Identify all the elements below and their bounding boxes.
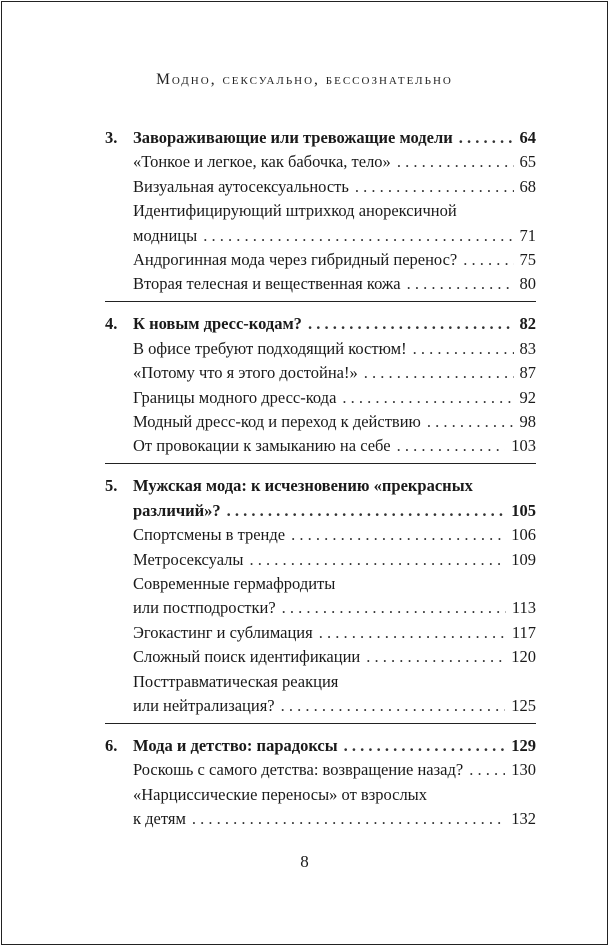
dot-leader [463, 248, 513, 272]
dot-leader [291, 523, 505, 547]
toc-entry [133, 150, 536, 174]
toc-entry [133, 175, 536, 199]
entry-text: Мужская мода: к исчезновению «прекрасных [133, 476, 473, 496]
entry-title: Визуальная аутосексуальность [133, 176, 349, 196]
chapter-number: 3. [105, 128, 118, 147]
entry-page-number: 64 [519, 128, 536, 147]
chapter-title-line [133, 474, 536, 498]
entry-page-number: 71 [519, 225, 536, 245]
entry-title-line [133, 670, 536, 694]
running-head: Модно, сексуально, бессознательно [156, 71, 453, 88]
chapter-divider [105, 723, 536, 724]
entry-page-number: 75 [519, 250, 536, 269]
dot-leader [364, 361, 514, 385]
entry-text: Посттравматическая реакция [133, 671, 339, 691]
chapter-title: Завораживающие или тревожащие модели [133, 128, 453, 147]
entry-page-number: 65 [519, 152, 536, 172]
entry-page-number: 113 [511, 598, 536, 618]
dot-leader [366, 645, 505, 669]
entry-title: Спортсмены в тренде [133, 525, 286, 545]
entry-title: модницы [133, 225, 198, 245]
chapter-title: Мода и детство: парадоксы [133, 736, 338, 755]
entry-title: Роскошь с самого детства: возвращение назад? [133, 760, 464, 780]
chapter-number: 4. [105, 314, 118, 334]
dot-leader [192, 807, 505, 831]
chapter-row [133, 312, 536, 336]
entry-title: От провокации к замыканию на себе [133, 436, 391, 456]
entry-page-number: 87 [519, 363, 536, 383]
entry-title: В офисе требуют подходящий костюм! [133, 338, 407, 358]
dot-leader [397, 150, 514, 174]
chapter-divider [105, 463, 536, 464]
entry-page-number: 117 [511, 622, 536, 642]
book-page [1, 1, 608, 945]
entry-page-number: 106 [511, 525, 536, 545]
entry-title: Модный дресс-код и переход к действию [133, 412, 421, 431]
entry-page-number: 92 [519, 387, 536, 407]
dot-leader [355, 175, 514, 199]
toc-entry [133, 645, 536, 669]
entry-title: или постподростки? [133, 598, 276, 618]
entry-title: Эгокастинг и сублимация [133, 622, 313, 642]
entry-title: Метросексуалы [133, 549, 244, 569]
dot-leader [308, 312, 514, 336]
dot-leader [227, 499, 506, 523]
chapter-divider [105, 301, 536, 302]
chapter-number: 5. [105, 476, 118, 496]
entry-text: «Нарциссические переносы» от взрослых [133, 784, 428, 804]
dot-leader [249, 548, 505, 572]
dot-leader [282, 596, 506, 620]
entry-title: Сложный поиск идентификации [133, 647, 361, 667]
entry-title-line [133, 783, 536, 807]
entry-title-line [133, 572, 536, 596]
dot-leader [397, 434, 506, 458]
chapter-title: К новым дресс-кодам? [133, 314, 302, 334]
toc-entry [133, 410, 536, 434]
toc-entry [133, 694, 536, 718]
dot-leader [281, 694, 506, 718]
toc-entry [133, 807, 536, 831]
entry-title: Вторая телесная и вещественная кожа [133, 274, 401, 294]
dot-leader [427, 410, 514, 434]
dot-leader [344, 734, 506, 758]
dot-leader [459, 126, 514, 150]
entry-page-number: 98 [519, 412, 536, 431]
toc-entry [133, 621, 536, 645]
dot-leader [469, 758, 505, 782]
dot-leader [319, 621, 506, 645]
entry-page-number: 109 [511, 549, 536, 569]
toc-entry [133, 523, 536, 547]
entry-text: Идентифицирующий штрихкод анорексичной [133, 201, 457, 221]
toc-entry [133, 434, 536, 458]
chapter-number: 6. [105, 736, 118, 755]
dot-leader [413, 337, 514, 361]
entry-page-number: 129 [511, 736, 536, 755]
entry-title: «Тонкое и легкое, как бабочка, тело» [133, 152, 391, 172]
dot-leader [407, 272, 514, 296]
toc-entry [133, 248, 536, 272]
toc-entry [133, 596, 536, 620]
chapter-title: различий»? [133, 500, 221, 520]
dot-leader [342, 386, 513, 410]
toc-entry [133, 758, 536, 782]
entry-title: Границы модного дресс-кода [133, 387, 337, 407]
entry-page-number: 83 [519, 338, 536, 358]
toc-entry [133, 272, 536, 296]
chapter-row [133, 734, 536, 758]
page-number: 8 [300, 852, 309, 871]
entry-page-number: 103 [511, 436, 536, 456]
dot-leader [203, 224, 513, 248]
toc-entry [133, 386, 536, 410]
entry-page-number: 120 [511, 647, 536, 667]
entry-page-number: 125 [511, 696, 536, 715]
entry-title: или нейтрализация? [133, 696, 275, 715]
entry-title: Андрогинная мода через гибридный перенос? [133, 250, 458, 269]
entry-title-line [133, 199, 536, 223]
entry-title: к детям [133, 809, 186, 829]
entry-page-number: 82 [519, 314, 536, 334]
entry-page-number: 132 [511, 809, 536, 829]
entry-page-number: 130 [511, 760, 536, 780]
chapter-row [133, 126, 536, 150]
toc-entry [133, 361, 536, 385]
toc-entry [133, 337, 536, 361]
entry-page-number: 105 [511, 500, 536, 520]
entry-page-number: 68 [519, 176, 536, 196]
toc-entry [133, 224, 536, 248]
entry-page-number: 80 [519, 274, 536, 294]
entry-title: «Потому что я этого достойна!» [133, 363, 358, 383]
toc-entry [133, 548, 536, 572]
chapter-row [133, 499, 536, 523]
entry-text: Современные гермафродиты [133, 574, 336, 593]
